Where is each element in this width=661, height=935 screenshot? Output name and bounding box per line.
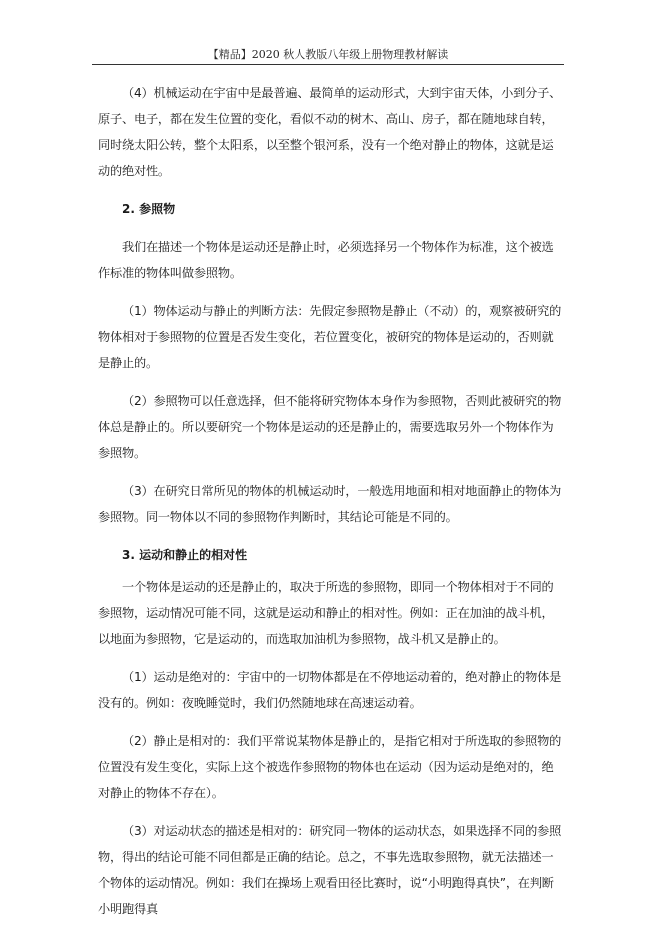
paragraph-judgment-method: （1）物体运动与静止的判断方法：先假定参照物是静止（不动）的，观察被研究的物体相对于参照物的位置是否发生变化，若位置变化，被研究的物体是运动的，否则就是静止的。 [98,304,562,370]
header-title: 【精品】2020 秋人教版八年级上册物理教材解读 [207,48,449,61]
paragraph-relativity-intro: 一个物体是运动的还是静止的，取决于所选的参照物，即同一个物体相对于不同的参照物，运动情况可能不同，这就是运动和静止的相对性。例如：正在加油的战斗机，以地面为参照物，它是运动的，而选取加油机为参照物，战斗机又是静止的。 [98,580,554,646]
paragraph-mechanical-motion: （4）机械运动在宇宙中是最普遍、最简单的运动形式，大到宇宙天体，小到分子、原子、电子，都在发生位置的变化，看似不动的树木、高山、房子，都在随地球自转，同时绕太阳公转，整个太阳系，以至整个银河系，没有一个绝对静止的物体，这就是运动的绝对性。 [98,86,562,178]
paragraph-reference-definition: 我们在描述一个物体是运动还是静止时，必须选择另一个物体作为标准，这个被选作标准的物体叫做参照物。 [98,240,554,280]
paragraph-description-relative: （3）对运动状态的描述是相对的：研究同一物体的运动状态，如果选择不同的参照物，得出的结论可能不同但都是正确的结论。总之，不事先选取参照物，就无法描述一个物体的运动情况。例如：我们在操场上观看田径比赛时，说“小明跑得真快”，在判断小明跑得真 [98,824,562,916]
document-body [98,80,563,922]
paragraph-daily-reference: （3）在研究日常所见的物体的机械运动时，一般选用地面和相对地面静止的物体为参照物。同一物体以不同的参照物作判断时，其结论可能是不同的。 [98,484,562,524]
paragraph-arbitrary-choice: （2）参照物可以任意选择，但不能将研究物体本身作为参照物，否则此被研究的物体总是静止的。所以要研究一个物体是运动的还是静止的，需要选取另外一个物体作为参照物。 [98,394,562,460]
section-heading-reference-object: 2. 参照物 [122,202,176,216]
header-rule [92,64,564,65]
paragraph-motion-absolute: （1）运动是绝对的：宇宙中的一切物体都是在不停地运动着的，绝对静止的物体是没有的。例如：夜晚睡觉时，我们仍然随地球在高速运动着。 [98,670,562,710]
paragraph-rest-relative: （2）静止是相对的：我们平常说某物体是静止的，是指它相对于所选取的参照物的位置没有发生变化，实际上这个被选作参照物的物体也在运动（因为运动是绝对的，绝对静止的物体不存在）。 [98,734,562,800]
section-heading-relativity: 3. 运动和静止的相对性 [122,548,248,562]
